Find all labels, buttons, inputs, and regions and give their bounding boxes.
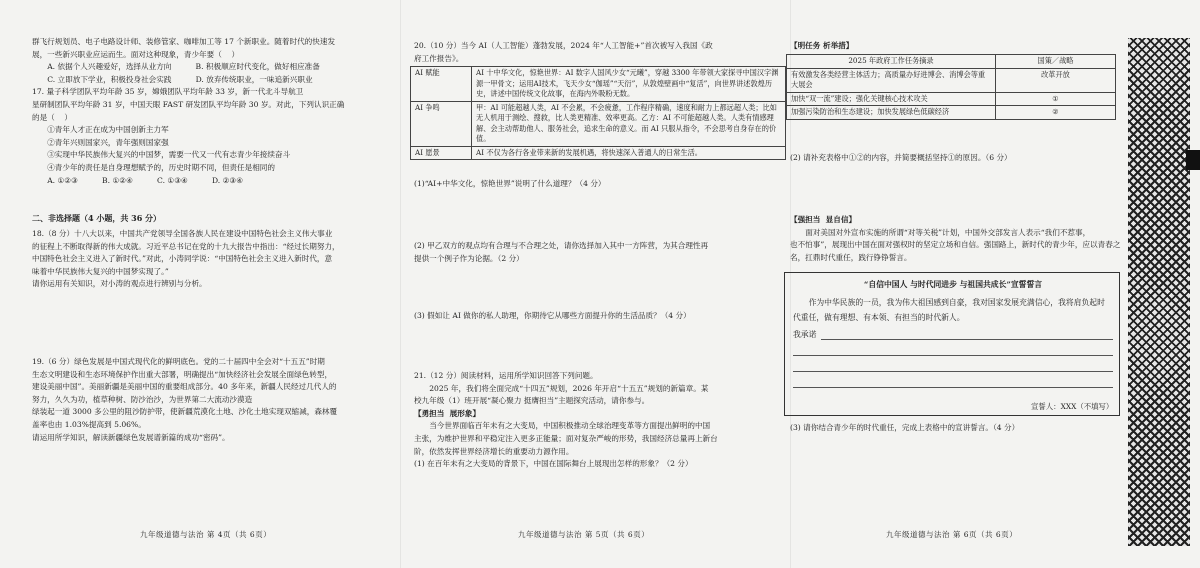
text-line: 的征程上不断取得新的伟大成就。习近平总书记在党的十九大报告中指出：“经过长期努力， — [32, 241, 340, 251]
decorative-pattern — [1128, 38, 1190, 546]
table-row — [787, 106, 1116, 120]
text-line: 盖率也由 1.03%提高到 5.06%。 — [32, 419, 146, 429]
text-line: 名，扛鼎时代重任，践行铮铮誓言。 — [790, 252, 912, 262]
ai-table — [410, 66, 786, 160]
text-line: 努力，久久为功，植草种树、防沙治沙，为世界第二大流动沙漠造 — [32, 394, 253, 404]
answer-line[interactable] — [793, 371, 1113, 372]
text-line: 21.（12 分）阅读材料，运用所学知识回答下列问题。 — [414, 371, 598, 380]
text-line: 阶，依然发挥世界经济增长的重要动力源作用。 — [414, 446, 574, 456]
page-footer: 九年级道德与法治 第 6页（共 6页） — [886, 530, 1018, 539]
row-key: AI 赋能 — [411, 67, 472, 102]
text-line: 作为中华民族的一员，我为伟大祖国感到自豪，我对国家发展充满信心，我将肩负起时 — [808, 298, 1105, 307]
oath-text — [793, 295, 1115, 325]
oath-signer: 宣誓人：XXX（不填写） — [1031, 402, 1114, 411]
table-cell: ① — [996, 92, 1116, 106]
row-key: AI 争鸣 — [411, 101, 472, 146]
answer-line[interactable] — [793, 355, 1113, 356]
question-18 — [32, 228, 392, 291]
table-cell: 有效激发各类经营主体活力；高质量办好进博会、消博会等重大展会 — [787, 68, 996, 92]
text-line: 当今世界面临百年未有之大变局，中国积极推动全球治理变革等方面提出鲜明的中国 — [429, 421, 711, 431]
module-3 — [790, 214, 1126, 264]
statement-line: ③实现中华民族伟大复兴的中国梦，需要一代又一代有志青少年接续奋斗 — [47, 150, 291, 160]
text-line: 面对美国对外宣布实施的所谓“对等关税”计划，中国外交部发言人表示“我们不惹事， — [805, 227, 1091, 237]
question-21-2: (2) 请补充表格中①②的内容，并简要概括坚持①的原因。（6 分） — [790, 153, 1012, 162]
answer-line[interactable] — [793, 387, 1113, 388]
text-line: 中国特色社会主义进入了新时代。”对此，小涛同学说：“中国特色社会主义进入新时代，意 — [32, 254, 333, 264]
text-line: 群飞行规划员、电子电路设计师、装修管家、咖啡加工等 17 个新职业。随着时代的快速发 — [32, 37, 336, 46]
option-line: A. ①②③ B. ①②④ C. ①③④ D. ②③④ — [47, 175, 244, 185]
module-heading: 【勇担当 展形象】 — [414, 408, 481, 418]
table-row — [411, 101, 786, 146]
text-line: 绿装起一道 3000 多公里的阻沙防护带，使新疆荒漠化土地、沙化土地实现双缩减，森林覆 — [32, 407, 338, 417]
text-line: 味着中华民族伟大复兴的中国梦实现了。” — [32, 266, 169, 276]
row-key: AI 愿景 — [411, 146, 472, 160]
row-text: AI 十中华文化，惊艳世界：AI 数字人国风少女“元曦”，穿越 3300 年带领大家探寻中国汉字渊源一甲骨文；运用AI技术，飞天少女“伽瑶”“天衍”，从敦煌壁画中“复活”，向世界讲述敦煌历史，讲述中国传统文化故事，在海内外吸粉无数。 — [472, 67, 786, 102]
table-header-row — [787, 55, 1116, 69]
table-row — [411, 146, 786, 160]
statement-line: ①青年人才正在成为中国创新主力军 — [47, 125, 169, 135]
question-21-1: (1) 在百年未有之大变局的背景下，中国在国际舞台上展现出怎样的形象？（2 分） — [414, 459, 693, 469]
option-line: A. 依据个人兴趣爱好，选择从业方向 B. 积极顺应时代变化，做好相应准备 — [47, 62, 320, 72]
column-header: 国策／战略 — [996, 55, 1116, 69]
column-header: 2025 年政府工作任务摘录 — [787, 55, 996, 69]
task-table — [786, 54, 1116, 120]
question-20-intro — [414, 40, 786, 65]
text-line: 府工作报告》。 — [414, 53, 464, 63]
question-21-intro — [414, 370, 786, 471]
text-line: 星研制团队平均年龄 31 岁，中国天眼 FAST 研发团队平均年龄 30 岁。对此，下列认识正确 — [32, 99, 345, 109]
question-20-2 — [414, 240, 786, 265]
row-text: AI 不仅为各行各业带来新的发展机遇，将快速深入普通人的日常生活。 — [472, 146, 786, 160]
page-5 — [400, 0, 790, 568]
text-line: 请运用所学知识，解读新疆绿色发展谱新篇的成功“密码”。 — [32, 432, 230, 442]
row-text: 甲：AI 可能超越人类，AI 不会累，不会疲惫，工作程序精确，速度和耐力上都远超人类；比如无人机用于测绘、搜救，比人类更精准、效率更高。乙方：AI 不可能超越人类。人类有情感理解、会主动帮助他人、服务社会，追求生命的意义。而 AI 只服从指令，不会思考自身存在的价值。 — [472, 101, 786, 146]
oath-title: “自信中国人 与时代同进步 与祖国共成长”宣誓誓言 — [863, 280, 1043, 289]
page-footer: 九年级道德与法治 第 5页（共 6页） — [518, 530, 650, 539]
page-4 — [0, 0, 400, 568]
module-heading: 【明任务 析举措】 — [790, 41, 854, 50]
answer-line[interactable] — [821, 339, 1113, 340]
table-cell: 改革开放 — [996, 68, 1116, 92]
text-line: 提供一个例子作为论据。（2 分） — [414, 253, 524, 263]
oath-box — [784, 272, 1120, 416]
text-line: 18.（8 分）十八大以来，中国共产党领导全国各族人民在建设中国特色社会主义伟大事业 — [32, 229, 333, 238]
text-line: 建设美丽中国”。美丽新疆是美丽中国的重要组成部分。40 多年来，新疆人民经过几代人的 — [32, 382, 337, 392]
text-line: 请你运用有关知识，对小涛的观点进行辨别与分析。 — [32, 279, 207, 289]
table-row — [411, 67, 786, 102]
text-line: (2) 甲乙双方的观点均有合理与不合理之处，请你选择加入其中一方阵营，为其合理性再 — [414, 241, 709, 250]
edge-tab-mark — [1186, 150, 1200, 170]
option-line: C. 立即放下学业，积极投身社会实践 D. 放弃传统职业，一味追新兴职业 — [47, 74, 313, 84]
text-line: 2025 年，我们将全面完成“十四五”规划，2026 年开启“十五五”规划的新篇章。某 — [429, 383, 709, 393]
question-19 — [32, 356, 392, 444]
question-20-1: (1)“AI+中华文化，惊艳世界”说明了什么道理？（4 分） — [414, 179, 606, 188]
page-footer: 九年级道德与法治 第 4页（共 6页） — [140, 530, 272, 539]
oath-promise-label: 我承诺 — [793, 330, 817, 339]
statement-line: ④青少年的责任是自身理想赋予的，历史时期不同，但责任是相同的 — [47, 162, 275, 172]
page4-choices — [32, 36, 392, 187]
module-heading: 【强担当 显自信】 — [790, 215, 857, 224]
text-line: 校九年级（1）班开展“凝心聚力 挺膺担当”主题探究活动，请你参与。 — [414, 396, 650, 406]
text-line: 也不怕事”，展现出中国在面对强权时的坚定立场和自信。强国路上，新时代的青少年，应以青春之 — [790, 240, 1121, 250]
text-line: 20.（10 分）当今 AI（人工智能）蓬勃发展，2024 年“人工智能+”首次被写入我国《政 — [414, 41, 713, 50]
table-row — [787, 68, 1116, 92]
text-line: 的是（ ） — [32, 112, 73, 122]
text-line: 19.（6 分）绿色发展是中国式现代化的鲜明底色。党的二十届四中全会对“十五五”时期 — [32, 357, 325, 366]
question-17: 17. 量子科学团队平均年龄 35 岁，嫦娥团队平均年龄 33 岁，新一代北斗导航卫 — [32, 87, 304, 97]
text-line: 展，一些新兴职业应运而生。面对这种现象，青少年要（ ） — [32, 49, 240, 59]
table-cell: 加强污染防治和生态建设；加快发展绿色低碳经济 — [787, 106, 996, 120]
table-row — [787, 92, 1116, 106]
text-line: 生态文明建设和生态环境保护作出重大部署，明确提出“加快经济社会发展全面绿色转型， — [32, 369, 333, 379]
question-20-3: (3) 假如让 AI 做你的私人助理，你期待它从哪些方面提升你的生活品质？（4 分） — [414, 311, 691, 320]
table-cell: ② — [996, 106, 1116, 120]
text-line: 代重任，做有理想、有本领、有担当的时代新人。 — [793, 313, 965, 322]
section-heading: 二、非选择题（4 小题，共 36 分） — [32, 213, 162, 223]
table-cell: 加快“双一流”建设；强化关键核心技术攻关 — [787, 92, 996, 106]
text-line: 主张，为维护世界和平稳定注入更多正能量；面对复杂严峻的形势，我国经济总量再上新台 — [414, 433, 718, 443]
question-21-3: (3) 请你结合青少年的时代重任，完成上表格中的宣讲誓言。（4 分） — [790, 423, 1020, 432]
page-6 — [790, 0, 1130, 568]
statement-line: ②青年兴则国家兴，青年强则国家强 — [47, 137, 169, 147]
